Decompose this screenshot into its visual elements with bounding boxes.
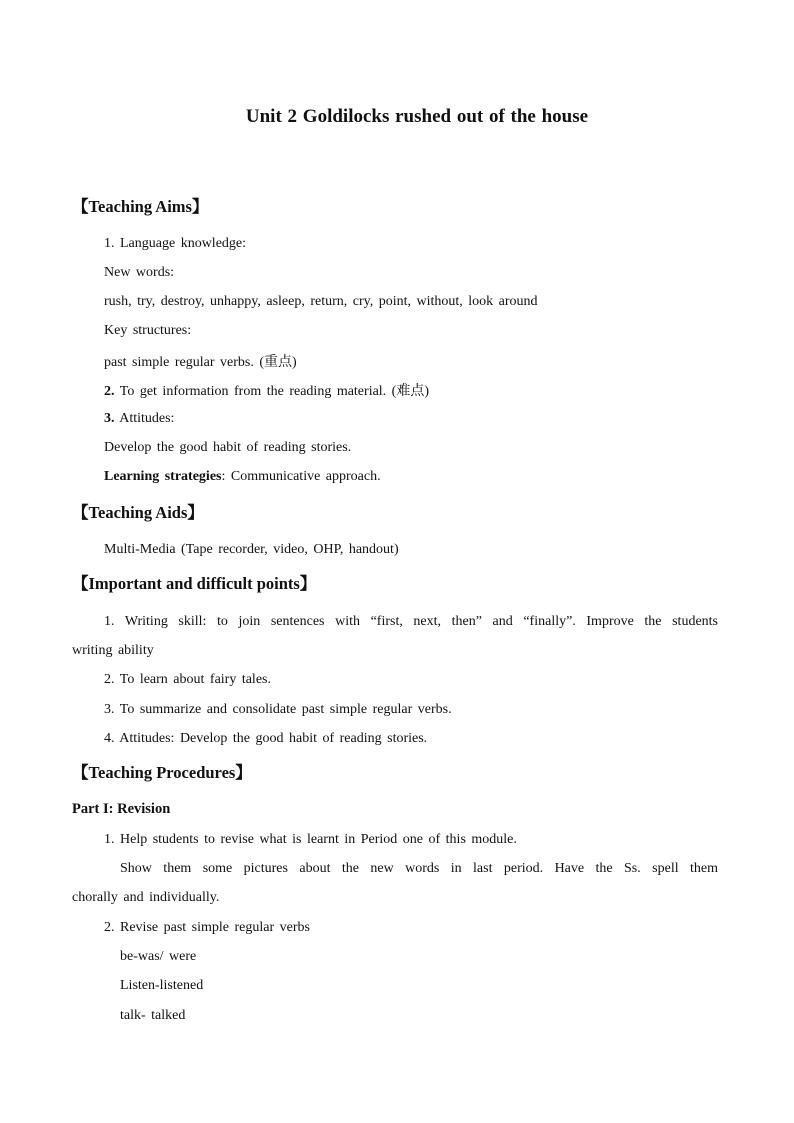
aims-line-6 xyxy=(104,380,429,400)
aims-line-9 xyxy=(104,469,381,485)
procedures-line-2a: Show them some pictures about the new words in last period. Have the Ss. spell them xyxy=(120,861,718,876)
aims-line-7 xyxy=(104,411,174,427)
procedures-line-5: Listen-listened xyxy=(120,978,204,993)
aims-line-7-number: 3. xyxy=(104,411,115,426)
aims-line-7-text: Attitudes: xyxy=(114,411,175,426)
teaching-procedures-heading: 【Teaching Procedures】 xyxy=(72,763,252,782)
procedures-line-6: talk- talked xyxy=(120,1008,186,1023)
document-title: Unit 2 Goldilocks rushed out of the house xyxy=(245,106,589,127)
procedures-line-3: 2. Revise past simple regular verbs xyxy=(104,920,310,935)
aims-line-5: past simple regular verbs. (重点) xyxy=(104,355,297,370)
procedures-line-2b: chorally and individually. xyxy=(72,890,220,905)
important-points-heading: 【Important and difficult points】 xyxy=(72,574,317,593)
teaching-aims-heading: 【Teaching Aims】 xyxy=(72,197,209,216)
aims-line-1: 1. Language knowledge: xyxy=(104,236,247,251)
learning-strategies-label: Learning strategies xyxy=(104,469,222,484)
procedures-line-1: 1. Help students to revise what is learnt in Period one of this module. xyxy=(104,832,517,847)
points-line-1b: writing ability xyxy=(72,643,154,658)
procedures-line-4: be-was/ were xyxy=(120,949,197,964)
aims-line-6-text: To get information from the reading material. (难点) xyxy=(114,384,430,399)
points-line-3: 3. To summarize and consolidate past simple regular verbs. xyxy=(104,702,452,717)
learning-strategies-text: : Communicative approach. xyxy=(221,469,381,484)
aims-line-8: Develop the good habit of reading stories. xyxy=(104,440,352,455)
part-one-heading: Part I: Revision xyxy=(72,801,171,817)
points-line-1a: 1. Writing skill: to join sentences with “first, next, then” and “finally”. Improve the students xyxy=(104,614,718,629)
aids-line-1: Multi-Media (Tape recorder, video, OHP, handout) xyxy=(104,542,399,557)
points-line-2: 2. To learn about fairy tales. xyxy=(104,672,271,687)
aims-line-6-number: 2. xyxy=(104,384,115,399)
aims-line-4: Key structures: xyxy=(104,323,192,338)
points-line-4: 4. Attitudes: Develop the good habit of reading stories. xyxy=(104,731,428,746)
teaching-aids-heading: 【Teaching Aids】 xyxy=(72,503,204,522)
aims-line-3: rush, try, destroy, unhappy, asleep, return, cry, point, without, look around xyxy=(104,294,538,309)
aims-line-2: New words: xyxy=(104,265,175,280)
